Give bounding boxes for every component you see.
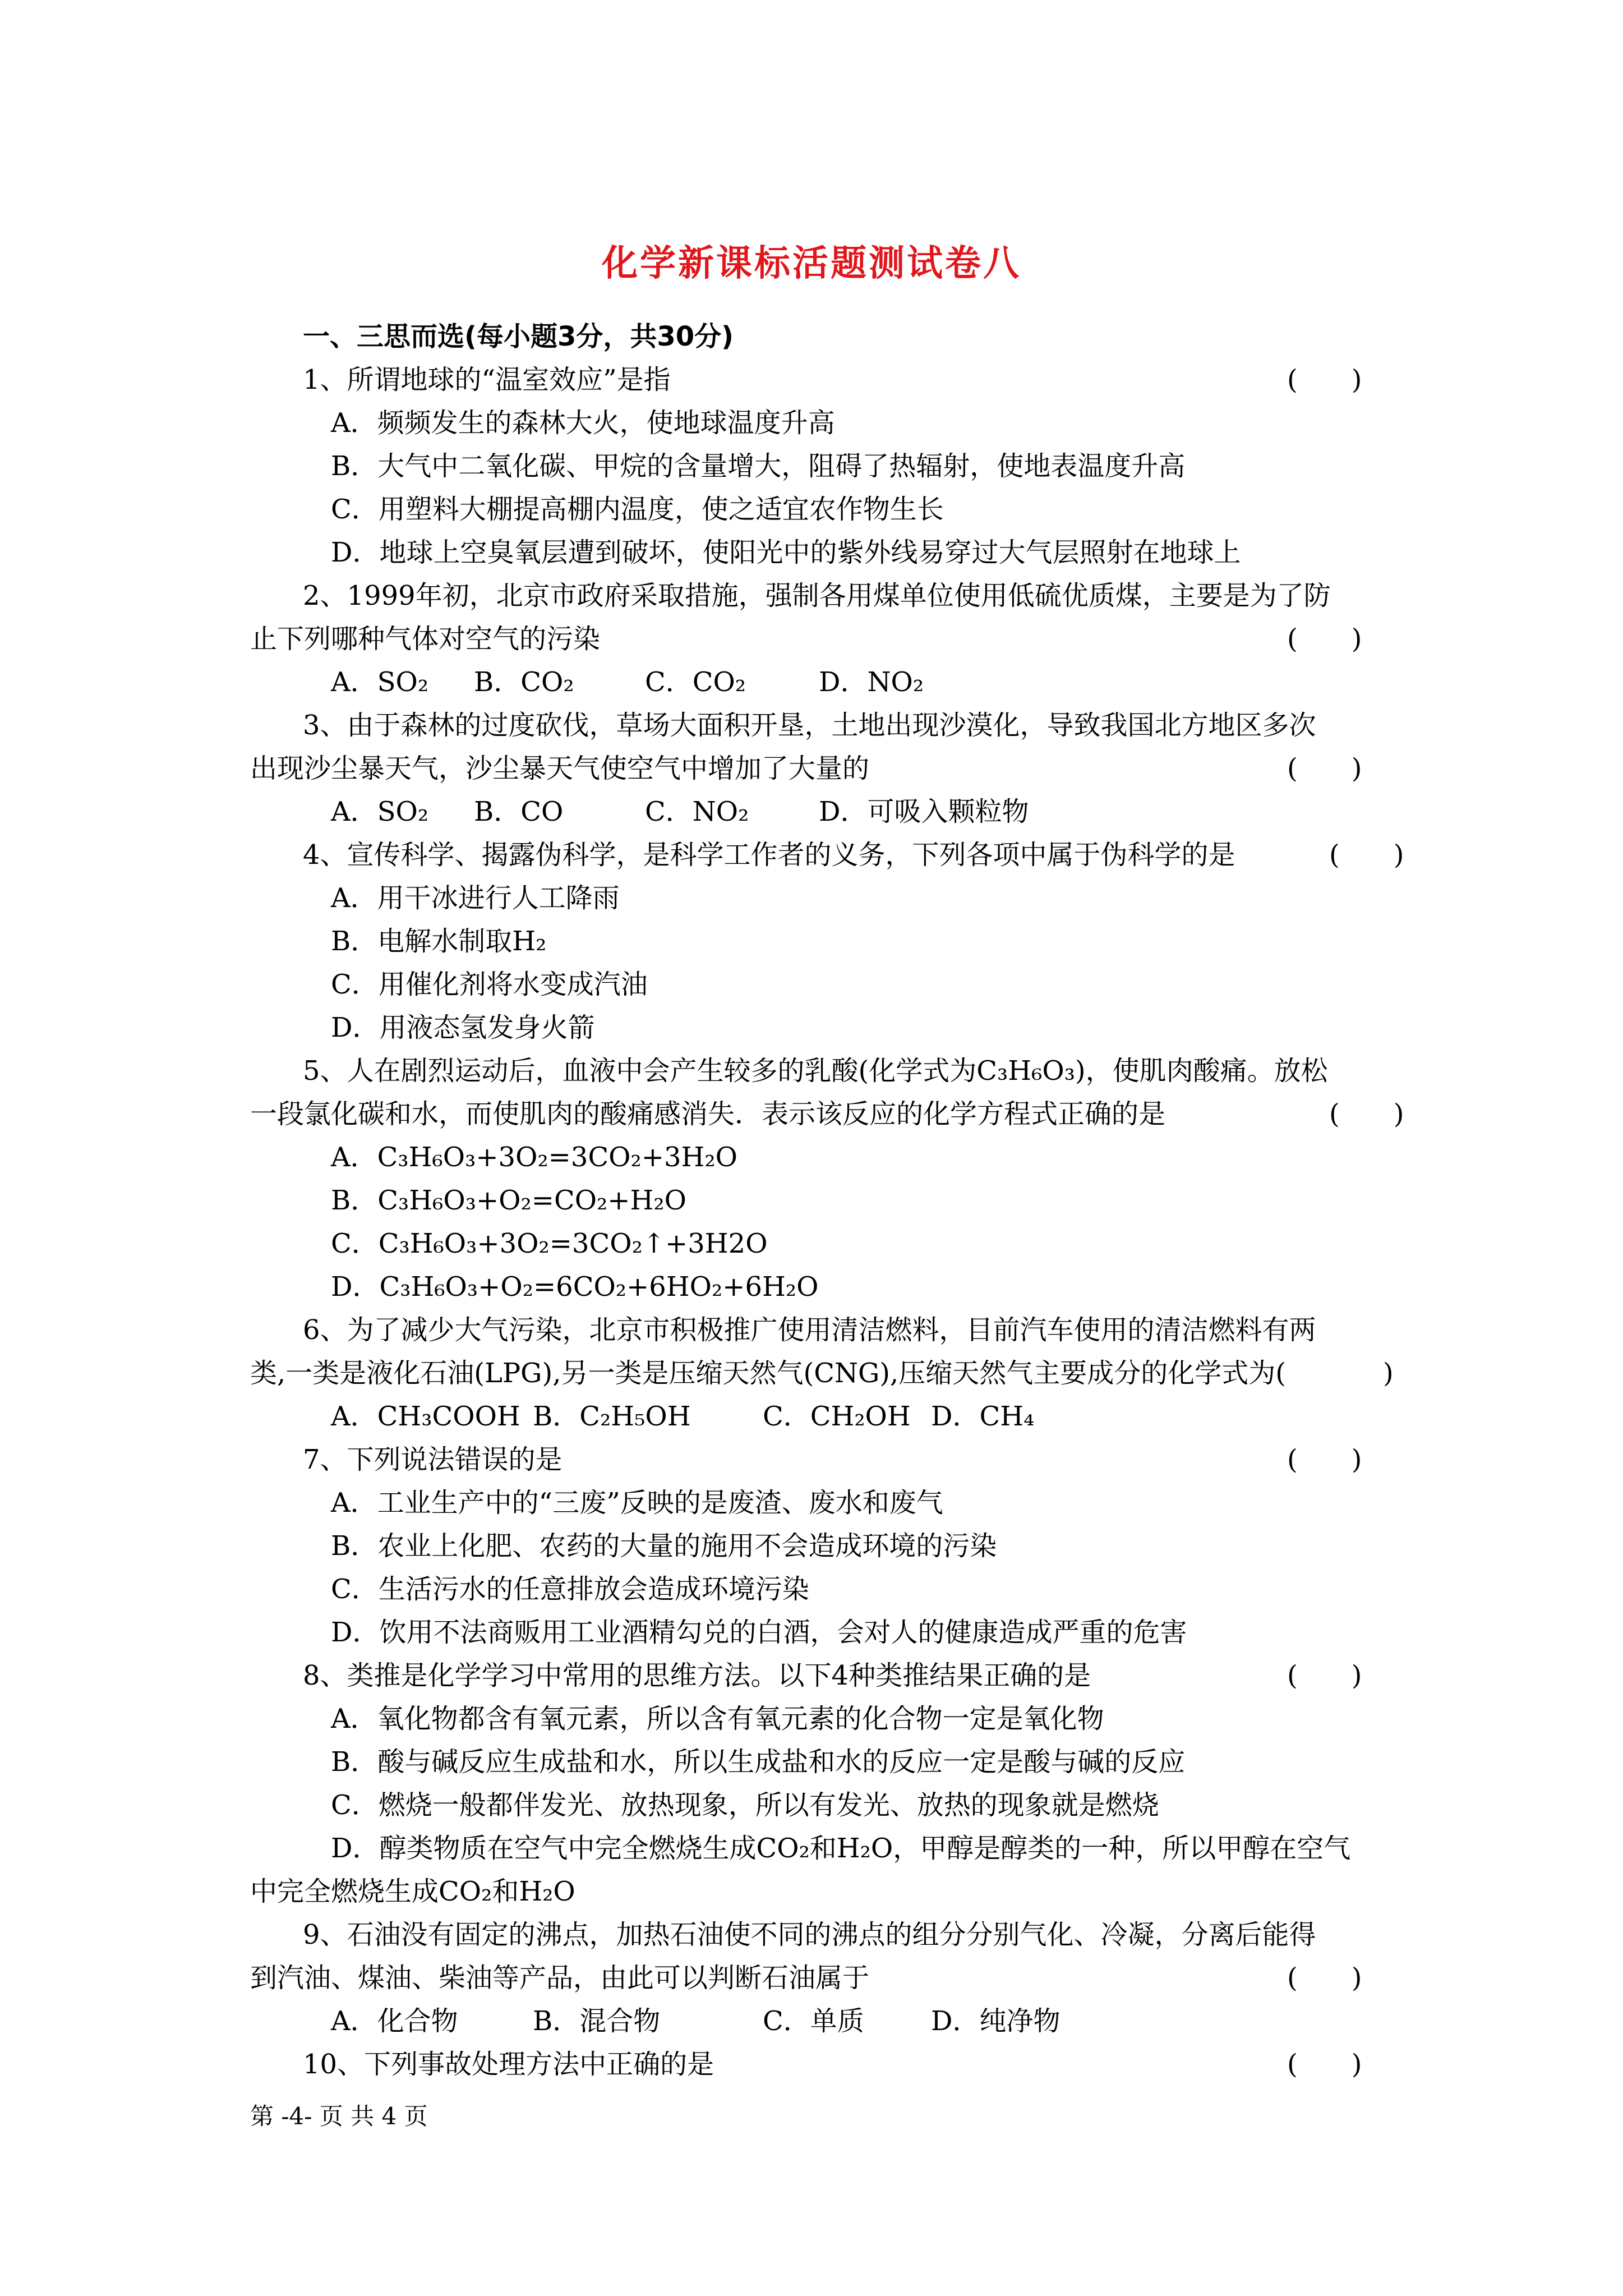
question-7-option-b: B．农业上化肥、农药的大量的施用不会造成环境的污染 bbox=[331, 1530, 997, 1562]
question-3-stem-line-1: 3、由于森林的过度砍伐，草场大面积开垦，土地出现沙漠化，导致我国北方地区多次 bbox=[303, 710, 1316, 741]
question-5-option-a: A．C₃H₆O₃+3O₂=3CO₂+3H₂O bbox=[331, 1142, 737, 1173]
question-9-option-b: B．混合物 bbox=[533, 2005, 661, 2037]
question-9-option-a: A．化合物 bbox=[331, 2005, 458, 2037]
question-1-option-d: D．地球上空臭氧层遭到破坏，使阳光中的紫外线易穿过大气层照射在地球上 bbox=[331, 537, 1241, 568]
question-8-option-a: A．氧化物都含有氧元素，所以含有氧元素的化合物一定是氧化物 bbox=[331, 1703, 1104, 1734]
answer-bracket-2: ( ) bbox=[1287, 623, 1362, 655]
question-5-option-d: D．C₃H₆O₃+O₂=6CO₂+6HO₂+6H₂O bbox=[331, 1271, 819, 1303]
answer-bracket-4: ( ) bbox=[1329, 839, 1404, 871]
question-4-option-d: D．用液态氢发身火箭 bbox=[331, 1012, 595, 1043]
question-9-option-c: C．单质 bbox=[763, 2005, 864, 2037]
question-6-stem-line-1: 6、为了减少大气污染，北京市积极推广使用清洁燃料，目前汽车使用的清洁燃料有两 bbox=[303, 1314, 1316, 1346]
question-4-stem: 4、宣传科学、揭露伪科学，是科学工作者的义务，下列各项中属于伪科学的是 bbox=[303, 839, 1235, 871]
question-5-option-c: C．C₃H₆O₃+3O₂=3CO₂↑+3H2O bbox=[331, 1228, 768, 1259]
question-7-option-a: A．工业生产中的“三废”反映的是废渣、废水和废气 bbox=[331, 1487, 943, 1519]
question-2-option-d: D．NO₂ bbox=[819, 666, 924, 698]
question-3-option-b: B．CO bbox=[474, 796, 564, 827]
question-6-stem-line-2: 类,一类是液化石油(LPG),另一类是压缩天然气(CNG),压缩天然气主要成分的化学式为( bbox=[250, 1358, 1286, 1389]
question-3-option-d: D．可吸入颗粒物 bbox=[819, 796, 1029, 827]
question-8-option-d: D．醇类物质在空气中完全燃烧生成CO₂和H₂O，甲醇是醇类的一种，所以甲醇在空气 bbox=[331, 1833, 1351, 1864]
question-3-option-c: C．NO₂ bbox=[645, 796, 749, 827]
answer-bracket-9: ( ) bbox=[1287, 1962, 1362, 1994]
question-9-option-d: D．纯净物 bbox=[931, 2005, 1061, 2037]
question-2-stem-line-1: 2、1999年初，北京市政府采取措施，强制各用煤单位使用低硫优质煤，主要是为了防 bbox=[303, 580, 1331, 611]
question-3-option-a: A．SO₂ bbox=[331, 796, 429, 827]
question-9-stem-line-2: 到汽油、煤油、柴油等产品，由此可以判断石油属于 bbox=[250, 1962, 870, 1994]
question-6-option-c: C．CH₂OH bbox=[763, 1401, 911, 1432]
answer-bracket-3: ( ) bbox=[1287, 753, 1362, 784]
question-6-option-d: D．CH₄ bbox=[931, 1401, 1035, 1432]
answer-bracket-6: ) bbox=[1329, 1358, 1394, 1389]
question-7-stem: 7、下列说法错误的是 bbox=[303, 1444, 562, 1475]
answer-bracket-1: ( ) bbox=[1287, 364, 1362, 395]
page-title: 化学新课标活题测试卷八 bbox=[602, 243, 1021, 284]
question-8-stem: 8、类推是化学学习中常用的思维方法。以下4种类推结果正确的是 bbox=[303, 1660, 1091, 1691]
question-8-option-c: C．燃烧一般都伴发光、放热现象，所以有发光、放热的现象就是燃烧 bbox=[331, 1789, 1159, 1821]
page-footer: 第 -4- 页 共 4 页 bbox=[250, 2102, 428, 2130]
question-8-option-d-continued: 中完全燃烧生成CO₂和H₂O bbox=[250, 1876, 575, 1907]
question-5-stem-line-2: 一段氯化碳和水，而使肌肉的酸痛感消失．表示该反应的化学方程式正确的是 bbox=[250, 1098, 1166, 1130]
question-8-option-b: B．酸与碱反应生成盐和水，所以生成盐和水的反应一定是酸与碱的反应 bbox=[331, 1746, 1186, 1778]
question-1-option-b: B．大气中二氧化碳、甲烷的含量增大，阻碍了热辐射，使地表温度升高 bbox=[331, 450, 1186, 482]
question-4-option-a: A．用干冰进行人工降雨 bbox=[331, 882, 620, 914]
question-1-option-a: A．频频发生的森林大火，使地球温度升高 bbox=[331, 407, 835, 439]
answer-bracket-5: ( ) bbox=[1329, 1098, 1404, 1130]
question-2-option-c: C．CO₂ bbox=[645, 666, 746, 698]
question-9-stem-line-1: 9、石油没有固定的沸点，加热石油使不同的沸点的组分分别气化、冷凝，分离后能得 bbox=[303, 1919, 1316, 1950]
question-2-option-b: B．CO₂ bbox=[474, 666, 574, 698]
question-4-option-c: C．用催化剂将水变成汽油 bbox=[331, 969, 648, 1000]
question-3-stem-line-2: 出现沙尘暴天气，沙尘暴天气使空气中增加了大量的 bbox=[250, 753, 870, 784]
question-5-option-b: B．C₃H₆O₃+O₂=CO₂+H₂O bbox=[331, 1185, 686, 1216]
question-1-option-c: C．用塑料大棚提高棚内温度，使之适宜农作物生长 bbox=[331, 494, 944, 525]
question-10-stem: 10、下列事故处理方法中正确的是 bbox=[303, 2049, 714, 2080]
question-5-stem-line-1: 5、人在剧烈运动后，血液中会产生较多的乳酸(化学式为C₃H₆O₃)，使肌肉酸痛。放松 bbox=[303, 1055, 1328, 1087]
question-4-option-b: B．电解水制取H₂ bbox=[331, 926, 547, 957]
section-heading: 一、三思而选(每小题3分，共30分) bbox=[303, 321, 734, 352]
question-7-option-c: C．生活污水的任意排放会造成环境污染 bbox=[331, 1573, 809, 1605]
question-7-option-d: D．饮用不法商贩用工业酒精勾兑的白酒，会对人的健康造成严重的危害 bbox=[331, 1617, 1187, 1648]
question-6-option-b: B．C₂H₅OH bbox=[533, 1401, 691, 1432]
question-6-option-a: A．CH₃COOH bbox=[331, 1401, 520, 1432]
answer-bracket-7: ( ) bbox=[1287, 1444, 1362, 1475]
question-2-option-a: A．SO₂ bbox=[331, 666, 429, 698]
answer-bracket-10: ( ) bbox=[1287, 2049, 1362, 2080]
question-2-stem-line-2: 止下列哪种气体对空气的污染 bbox=[250, 623, 601, 655]
question-1-stem: 1、所谓地球的“温室效应”是指 bbox=[303, 364, 671, 395]
answer-bracket-8: ( ) bbox=[1287, 1660, 1362, 1691]
